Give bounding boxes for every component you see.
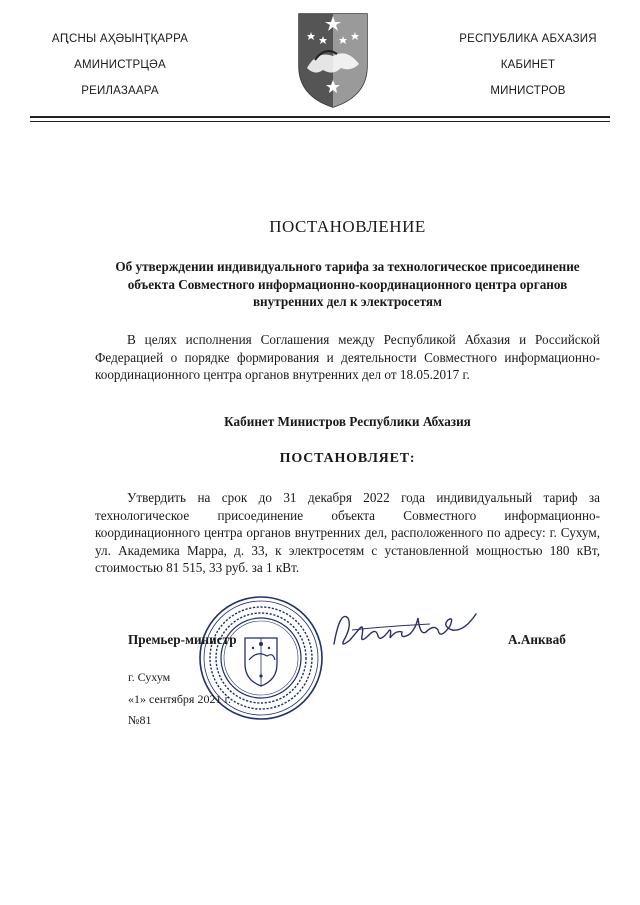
header-divider-thin [30, 121, 610, 122]
document-city: г. Сухум [128, 670, 171, 684]
decree-heading: ПОСТАНОВЛЯЕТ: [279, 451, 416, 466]
issuer-line: Кабинет Министров Республики Абхазия [224, 414, 471, 429]
header-left-line-3: РЕИЛАЗААРА [81, 85, 159, 97]
header-left-line-1: АԤСНЫ АҲӘЫНҬҚАРРА [51, 33, 189, 45]
handwritten-signature-icon [330, 600, 480, 660]
decree-body-paragraph: Утвердить на срок до 31 декабря 2022 года индивидуальный тариф за технологическое присоединение объекта Совместного информационно-координационного центра органов внутренних дел, расположенного по адресу: г. Сухум, ул. Академика Марра, д. 33, к электросетям с установленной мощностью 180 кВт, стоимостью 81 515, 33 руб. за 1 кВт. [95, 490, 600, 575]
document-date: «1» сентября 2021 г. [128, 692, 232, 706]
document-subject: Об утверждении индивидуального тарифа за технологическое присоединение объекта Совместного информационно-координационного центра органов внутренних дел к электросетям [115, 259, 580, 309]
document-title: ПОСТАНОВЛЕНИЕ [269, 217, 426, 236]
header-right-line-1: РЕСПУБЛИКА АБХАЗИЯ [459, 33, 597, 45]
document-number: №81 [128, 713, 152, 727]
header-right-line-2: КАБИНЕТ [500, 59, 556, 71]
header-right-russian [448, 26, 608, 104]
signer-role: Премьер-министр [128, 632, 237, 647]
preamble-paragraph: В целях исполнения Соглашения между Республикой Абхазия и Российской Федерацией о порядке формирования и деятельности Совместного информационно-координационного центра органов внутренних дел от 18.05.2017 г. [95, 332, 600, 382]
header-left-abkhaz [40, 26, 200, 104]
header-left-line-2: АМИНИСТРЦӘА [74, 59, 166, 71]
header-right-line-3: МИНИСТРОВ [490, 85, 566, 97]
coat-of-arms-icon [293, 10, 373, 110]
signer-name: А.Анкваб [508, 632, 566, 647]
header-divider-thick [30, 116, 610, 118]
